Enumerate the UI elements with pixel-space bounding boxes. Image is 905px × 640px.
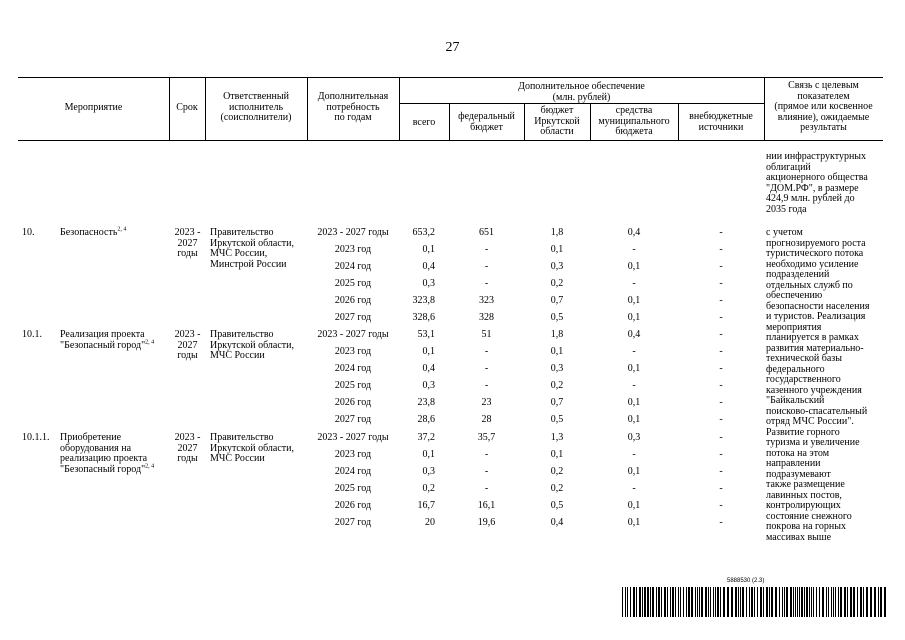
- barcode-bar: [650, 587, 651, 617]
- barcode-bar: [713, 587, 714, 617]
- barcode-bar: [863, 587, 864, 617]
- barcode-bar: [840, 587, 842, 617]
- barcode-bar: [670, 587, 671, 617]
- barcode-bar: [826, 587, 827, 617]
- barcode-bar: [771, 587, 773, 617]
- cell-municipal: 0,1: [627, 295, 641, 306]
- barcode-bar: [667, 587, 668, 617]
- table-top-border: [18, 77, 883, 78]
- activity-title: Безопасность: [60, 227, 118, 238]
- barcode-bar: [784, 587, 785, 617]
- cell-regional: 0,7: [550, 295, 564, 306]
- barcode-bar: [708, 587, 709, 617]
- cell-executor: Правительство Иркутской области, МЧС России: [210, 432, 294, 464]
- cell-num: 10.: [22, 227, 35, 238]
- cell-extra: -: [719, 278, 723, 289]
- barcode-bar: [664, 587, 666, 617]
- cell-federal: 19,6: [477, 517, 496, 528]
- cell-period: 2027 год: [334, 517, 372, 528]
- barcode-bar: [680, 587, 681, 617]
- cell-term: 2023 - 2027 годы: [174, 329, 201, 361]
- barcode-bar: [688, 587, 690, 617]
- cell-extra: -: [719, 380, 723, 391]
- cell-total: 323,8: [412, 295, 435, 306]
- cell-regional: 0,2: [550, 278, 564, 289]
- header-executor: Ответственный исполнитель (соисполнители): [220, 91, 292, 123]
- barcode-bar: [870, 587, 872, 617]
- cell-total: 28,6: [417, 414, 435, 425]
- header-regional: бюджет Иркутской области: [534, 105, 580, 137]
- cell-total: 0,4: [422, 261, 435, 272]
- barcode-bar: [833, 587, 834, 617]
- cell-period: 2024 год: [334, 363, 372, 374]
- barcode-bar: [801, 587, 803, 617]
- barcode-bar: [625, 587, 626, 617]
- cell-total: 0,1: [422, 346, 435, 357]
- barcode-bar: [874, 587, 876, 617]
- barcode-bar: [811, 587, 812, 617]
- barcode-bar: [809, 587, 810, 617]
- barcode-bar: [710, 587, 711, 617]
- cell-municipal: 0,1: [627, 261, 641, 272]
- barcode-bar: [844, 587, 846, 617]
- cell-extra: -: [719, 312, 723, 323]
- cell-regional: 0,3: [550, 261, 564, 272]
- cell-municipal: 0,1: [627, 312, 641, 323]
- cell-regional: 0,5: [550, 414, 564, 425]
- barcode-bar: [672, 587, 674, 617]
- barcode-bar: [763, 587, 764, 617]
- barcode-bar: [766, 587, 768, 617]
- header-need: Дополнительная потребность по годам: [317, 91, 389, 123]
- barcode-bar: [822, 587, 824, 617]
- cell-period: 2025 год: [334, 483, 372, 494]
- barcode-bar: [754, 587, 755, 617]
- barcode-bar: [782, 587, 783, 617]
- barcode-bar: [715, 587, 716, 617]
- barcode-bar: [847, 587, 848, 617]
- barcode-bar: [633, 587, 635, 617]
- cell-regional: 0,5: [550, 500, 564, 511]
- cell-federal: 328: [479, 312, 494, 323]
- cell-extra: -: [719, 414, 723, 425]
- cell-period: 2023 - 2027 годы: [317, 329, 389, 340]
- barcode-bar: [866, 587, 868, 617]
- cell-total: 0,2: [422, 483, 435, 494]
- cell-federal: 28: [481, 414, 492, 425]
- cell-regional: 0,4: [550, 517, 564, 528]
- cell-extra: -: [719, 261, 723, 272]
- cell-extra: -: [719, 329, 723, 340]
- cell-federal: -: [484, 244, 489, 255]
- cell-period: 2023 год: [334, 346, 372, 357]
- cell-regional: 0,2: [550, 380, 564, 391]
- cell-total: 653,2: [412, 227, 435, 238]
- header-total: всего: [412, 117, 436, 128]
- cell-total: 0,4: [422, 363, 435, 374]
- barcode-bar: [804, 587, 805, 617]
- cell-extra: -: [719, 466, 723, 477]
- barcode-bar: [831, 587, 832, 617]
- cell-total: 0,3: [422, 278, 435, 289]
- barcode-bar: [779, 587, 780, 617]
- cell-regional: 1,8: [550, 227, 564, 238]
- cell-total: 37,2: [417, 432, 435, 443]
- cell-regional: 0,1: [550, 244, 564, 255]
- cell-period: 2023 год: [334, 449, 372, 460]
- cell-period: 2024 год: [334, 261, 372, 272]
- cell-extra: -: [719, 517, 723, 528]
- barcode-bar: [686, 587, 687, 617]
- barcode-bar: [850, 587, 852, 617]
- cell-municipal: 0,3: [627, 432, 641, 443]
- footnote-ref: 2, 4: [145, 339, 155, 346]
- barcode-bar: [799, 587, 800, 617]
- barcode-bar: [835, 587, 836, 617]
- cell-federal: -: [484, 449, 489, 460]
- barcode-bar: [720, 587, 721, 617]
- barcode-bar: [627, 587, 628, 617]
- cell-num: 10.1.1.: [22, 432, 50, 443]
- cell-regional: 0,5: [550, 312, 564, 323]
- barcode-bar: [795, 587, 796, 617]
- cell-federal: -: [484, 346, 489, 357]
- cell-federal: 16,1: [477, 500, 496, 511]
- cell-federal: 651: [479, 227, 494, 238]
- barcode-bar: [727, 587, 729, 617]
- barcode-bar: [683, 587, 684, 617]
- barcode-bar: [806, 587, 808, 617]
- cell-period: 2026 год: [334, 397, 372, 408]
- barcode-bar: [790, 587, 792, 617]
- barcode-bar: [878, 587, 879, 617]
- funding-header-divider: [399, 103, 764, 104]
- cell-term: 2023 - 2027 годы: [174, 227, 201, 259]
- barcode-bar: [816, 587, 817, 617]
- barcode-bar: [775, 587, 777, 617]
- barcode-bar: [658, 587, 660, 617]
- barcode-bar: [699, 587, 700, 617]
- barcode-bar: [828, 587, 829, 617]
- cell-total: 0,3: [422, 380, 435, 391]
- barcode-bar: [884, 587, 886, 617]
- barcode-bar: [661, 587, 662, 617]
- cell-federal: 323: [479, 295, 494, 306]
- cell-federal: -: [484, 261, 489, 272]
- barcode-bar: [880, 587, 882, 617]
- cell-regional: 0,1: [550, 449, 564, 460]
- barcode-bar: [749, 587, 750, 617]
- table-header-bottom-border: [18, 140, 883, 141]
- cell-extra: -: [719, 432, 723, 443]
- cell-regional: 0,3: [550, 363, 564, 374]
- barcode-bar: [793, 587, 794, 617]
- link-continuation-note: нии инфраструктурных облигаций акционерного общества "ДОМ.РФ", в размере 424,9 млн. рублей до 2035 года: [766, 151, 868, 215]
- cell-regional: 0,2: [550, 466, 564, 477]
- cell-municipal: -: [632, 483, 636, 494]
- cell-total: 16,7: [417, 500, 435, 511]
- cell-extra: -: [719, 397, 723, 408]
- link-expected-results: с учетом прогнозируемого роста туристического потока необходимо усиление подразделений отдельных служб по обеспечению безопасности населения и туристов. Реализация мероприятия планируется в рамках развития материально- технической базы федерального государственного казенного учреждения "Байкальский поисково-спасательный отряд МЧС России". Развитие горного туризма и увеличение потока на этом направлении подразумевают также размещение лавинных постов, контролирующих состояние снежного покрова на горных массивах выше: [766, 227, 870, 543]
- cell-total: 20: [425, 517, 435, 528]
- cell-extra: -: [719, 483, 723, 494]
- cell-period: 2023 - 2027 годы: [317, 227, 389, 238]
- barcode-bar: [738, 587, 739, 617]
- cell-executor: Правительство Иркутской области, МЧС России, Минстрой России: [210, 227, 294, 270]
- barcode-bar: [740, 587, 741, 617]
- cell-total: 328,6: [412, 312, 435, 323]
- barcode-bar: [731, 587, 733, 617]
- cell-period: 2026 год: [334, 295, 372, 306]
- cell-extra: -: [719, 363, 723, 374]
- cell-period: 2024 год: [334, 466, 372, 477]
- header-municipal: средства муниципального бюджета: [598, 105, 670, 137]
- barcode-bar: [853, 587, 855, 617]
- cell-total: 53,1: [417, 329, 435, 340]
- barcode-bar: [697, 587, 698, 617]
- cell-federal: -: [484, 466, 489, 477]
- cell-extra: -: [719, 449, 723, 460]
- barcode-bar: [717, 587, 719, 617]
- activity-title: Реализация проекта "Безопасный город": [60, 329, 146, 351]
- cell-federal: -: [484, 363, 489, 374]
- cell-title: [60, 433, 168, 475]
- cell-period: 2027 год: [334, 312, 372, 323]
- cell-municipal: 0,1: [627, 414, 641, 425]
- cell-regional: 1,3: [550, 432, 564, 443]
- barcode-bar: [746, 587, 747, 617]
- cell-federal: 35,7: [477, 432, 496, 443]
- cell-num: 10.1.: [22, 329, 42, 340]
- cell-regional: 0,7: [550, 397, 564, 408]
- cell-municipal: 0,4: [627, 329, 641, 340]
- barcode-bar: [636, 587, 637, 617]
- cell-municipal: 0,1: [627, 397, 641, 408]
- cell-municipal: 0,1: [627, 500, 641, 511]
- footnote-ref: 2, 4: [145, 463, 155, 470]
- cell-municipal: 0,1: [627, 363, 641, 374]
- barcode-bar: [723, 587, 725, 617]
- barcode-bar: [622, 587, 623, 617]
- cell-federal: 23: [481, 397, 492, 408]
- header-activity: Мероприятие: [64, 102, 123, 113]
- barcode-bar: [769, 587, 770, 617]
- barcode: [622, 587, 887, 617]
- barcode-bar: [760, 587, 762, 617]
- barcode-bar: [838, 587, 839, 617]
- cell-federal: -: [484, 483, 489, 494]
- cell-municipal: 0,4: [627, 227, 641, 238]
- cell-extra: -: [719, 346, 723, 357]
- cell-municipal: -: [632, 346, 636, 357]
- header-extra: внебюджетные источники: [689, 111, 753, 133]
- cell-total: 0,1: [422, 449, 435, 460]
- barcode-bar: [691, 587, 693, 617]
- cell-title: [60, 330, 168, 351]
- cell-regional: 1,8: [550, 329, 564, 340]
- barcode-bar: [675, 587, 676, 617]
- barcode-bar: [860, 587, 862, 617]
- cell-period: 2025 год: [334, 380, 372, 391]
- cell-extra: -: [719, 500, 723, 511]
- cell-period: 2023 год: [334, 244, 372, 255]
- barcode-bar: [630, 587, 631, 617]
- cell-federal: -: [484, 278, 489, 289]
- barcode-bar: [644, 587, 646, 617]
- cell-extra: -: [719, 227, 723, 238]
- activity-title: Приобретение оборудования на реализацию проекта "Безопасный город": [60, 432, 148, 475]
- cell-period: 2027 год: [334, 414, 372, 425]
- cell-total: 23,8: [417, 397, 435, 408]
- barcode-bar: [652, 587, 654, 617]
- cell-period: 2025 год: [334, 278, 372, 289]
- footnote-ref: 2, 4: [117, 226, 127, 233]
- cell-extra: -: [719, 244, 723, 255]
- barcode-bar: [701, 587, 703, 617]
- barcode-bar: [757, 587, 758, 617]
- cell-municipal: -: [632, 380, 636, 391]
- barcode-bar: [786, 587, 788, 617]
- barcode-bar: [797, 587, 798, 617]
- cell-period: 2026 год: [334, 500, 372, 511]
- cell-period: 2023 - 2027 годы: [317, 432, 389, 443]
- cell-regional: 0,2: [550, 483, 564, 494]
- header-funding-group: Дополнительное обеспечение (млн. рублей): [518, 81, 645, 103]
- cell-federal: 51: [481, 329, 492, 340]
- cell-municipal: -: [632, 449, 636, 460]
- header-federal: федеральный бюджет: [458, 111, 515, 133]
- cell-title: [60, 228, 168, 239]
- cell-regional: 0,1: [550, 346, 564, 357]
- cell-federal: -: [484, 380, 489, 391]
- cell-municipal: -: [632, 244, 636, 255]
- cell-total: 0,3: [422, 466, 435, 477]
- barcode-bar: [678, 587, 679, 617]
- barcode-bar: [642, 587, 643, 617]
- cell-total: 0,1: [422, 244, 435, 255]
- barcode-bar: [813, 587, 814, 617]
- barcode-bar: [705, 587, 707, 617]
- header-term: Срок: [176, 102, 198, 113]
- cell-extra: -: [719, 295, 723, 306]
- barcode-bar: [742, 587, 744, 617]
- cell-municipal: 0,1: [627, 466, 641, 477]
- cell-term: 2023 - 2027 годы: [174, 432, 201, 464]
- barcode-bar: [647, 587, 649, 617]
- barcode-bar: [751, 587, 753, 617]
- barcode-bar: [735, 587, 737, 617]
- cell-executor: Правительство Иркутской области, МЧС России: [210, 329, 294, 361]
- barcode-caption: 5888530 (2.3): [727, 578, 765, 584]
- page-number: 27: [445, 40, 460, 55]
- barcode-bar: [695, 587, 696, 617]
- barcode-bar: [656, 587, 657, 617]
- barcode-bar: [639, 587, 641, 617]
- header-link: Связь с целевым показателем (прямое или косвенное влияние), ожидаемые результаты: [774, 80, 873, 133]
- cell-municipal: 0,1: [627, 517, 641, 528]
- barcode-bar: [857, 587, 858, 617]
- cell-municipal: -: [632, 278, 636, 289]
- barcode-bar: [819, 587, 820, 617]
